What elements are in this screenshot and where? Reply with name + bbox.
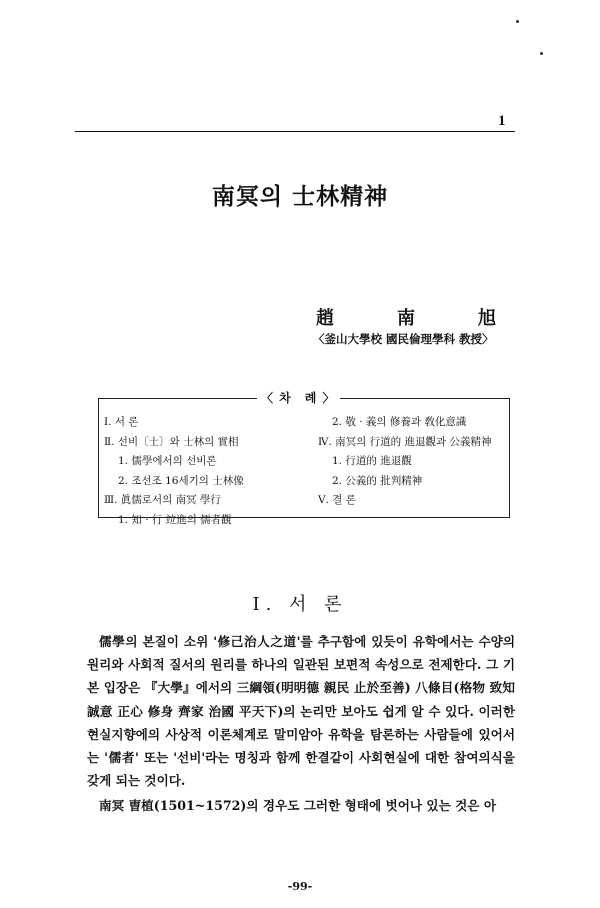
body-text (87, 630, 515, 818)
section-heading: Ⅰ. 서 론 (252, 594, 348, 615)
toc-item: 2. 公義的 批判精神 (332, 474, 423, 487)
author-name-char: 南 (397, 308, 415, 329)
paper-title: 南冥의 士林精神 (211, 183, 389, 210)
toc-item: 1. 行道的 進退觀 (332, 455, 412, 467)
body-paragraph: 南冥 曺植(1501~1572)의 경우도 그러한 형태에 벗어나 있는 것은 아 (99, 798, 497, 814)
toc-item: Ⅰ. 서 론 (104, 416, 139, 428)
toc-item: Ⅱ. 선비〔士〕와 士林의 實相 (104, 435, 239, 448)
scan-speck (540, 52, 543, 55)
toc-item: 1. 儒學에서의 선비론 (118, 455, 217, 467)
author-affiliation: 〈釜山大學校 國民倫理學科 教授〉 (313, 332, 494, 346)
header-rule (75, 131, 515, 132)
author-name-char: 趙 (316, 308, 334, 329)
body-paragraph: 儒學의 본질이 소위 '修己治人之道'를 추구함에 있듯이 유학에서는 수양의 원리와 사회적 질서의 원리를 하나의 일관된 보편적 속성으로 전제한다. 그 기본 입장은 『大學』에서의 三綱領(明明德 親民 止於至善) 八條目(格物 致知 誠意 正心 修身 齊家 治國 平天下)의 논리만 보아도 쉽게 알 수 있다. 이러한 현실지향에의 사상적 이론체계로 말미암아 유학을 탐론하는 사람들에 있어서는 '儒者' 또는 '선비'라는 명칭과 함께 한결같이 사회현실에 대한 참여의식을 갖게 되는 것이다. (87, 634, 515, 789)
toc-item: Ⅴ. 결 론 (318, 494, 356, 506)
toc-label: 〈 차 례 〉 (257, 389, 340, 406)
toc-item: 2. 조선조 16세기의 士林像 (118, 474, 244, 487)
toc-item: 1. 知 · 行 竝進의 儒者觀 (118, 513, 232, 526)
toc-right-column (318, 413, 491, 511)
author-name (316, 304, 496, 330)
toc-item: 2. 敬 · 義의 修養과 敎化意識 (332, 416, 467, 428)
toc-item: Ⅲ. 眞儒로서의 南冥 學行 (104, 494, 221, 506)
page-footer-number: -99- (287, 880, 313, 893)
author-name-char: 旭 (478, 308, 496, 329)
toc-item: Ⅳ. 南冥의 行道的 進退觀과 公義精神 (318, 435, 492, 448)
scan-speck (516, 20, 519, 23)
page-number: 1 (498, 113, 506, 129)
toc-left-column (104, 413, 244, 530)
